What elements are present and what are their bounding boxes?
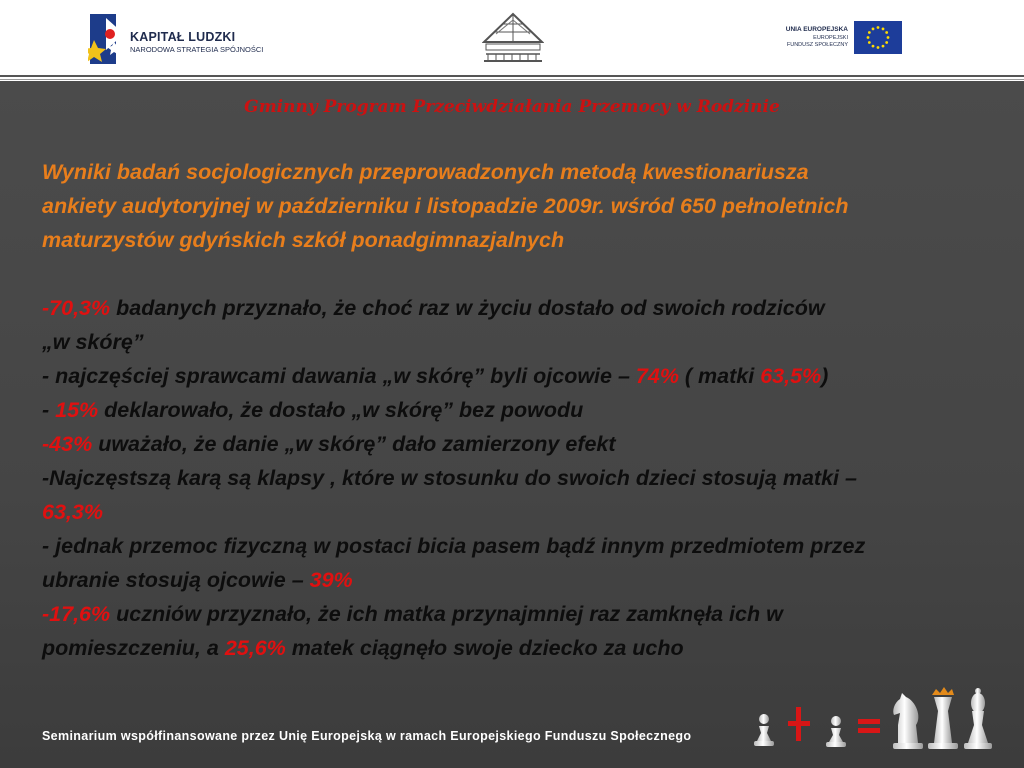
eu-star [882, 45, 885, 48]
kapital-ludzki-subtitle: NARODOWA STRATEGIA SPÓJNOŚCI [130, 45, 264, 54]
header-divider [0, 75, 1024, 77]
finding-text: najczęściej sprawcami dawania „w skórę” byli ojcowie – [55, 364, 636, 388]
finding-text: matek ciągnęło swoje dziecko za ucho [285, 636, 684, 660]
eu-star [877, 46, 880, 49]
finding-text: pomieszczeniu, a [42, 636, 225, 660]
bishop-icon [964, 688, 992, 749]
equals-icon [858, 719, 880, 733]
intro-paragraph [42, 155, 992, 257]
knight-icon [893, 693, 923, 749]
dash: - [42, 534, 56, 558]
eu-star [868, 31, 871, 34]
eu-line2: EUROPEJSKI [813, 35, 848, 41]
finding-1 [42, 291, 992, 325]
eu-star [872, 45, 875, 48]
percentage: 15% [55, 398, 99, 422]
eu-star [885, 31, 888, 34]
percentage: 63,3% [42, 500, 103, 524]
percentage: 43% [49, 432, 93, 456]
eu-star [885, 41, 888, 44]
finding-text: deklarowało, że dostało „w skórę” bez powodu [98, 398, 584, 422]
finding-1-cont [42, 325, 992, 359]
finding-5-cont [42, 495, 992, 529]
finding-text: jednak przemoc fizyczną w postaci bicia pasem bądź innym przedmiotem przez [55, 534, 866, 558]
dash: - [42, 466, 50, 490]
plus-icon [788, 707, 810, 741]
intro-line-2: ankiety audytoryjnej w październiku i listopadzie 2009r. wśród 650 pełnoletnich [42, 194, 849, 218]
pawn-icon [826, 716, 846, 747]
finding-text: uczniów przyznało, że ich matka przynajmniej raz zamknęła ich w [110, 602, 783, 626]
finding-text: „w skórę” [42, 330, 144, 354]
intro-line-1: Wyniki badań socjologicznych przeprowadzonych metodą kwestionariusza [42, 160, 809, 184]
dash: - [42, 432, 50, 456]
pawn-icon [754, 714, 774, 746]
finding-3 [42, 393, 992, 427]
queen-icon [928, 687, 958, 749]
percentage: 70,3% [49, 296, 111, 320]
finding-6 [42, 529, 992, 563]
slide-content [42, 155, 992, 665]
eu-line1: UNIA EUROPEJSKA [785, 26, 848, 33]
program-title: Gminny Program Przeciwdziałania Przemocy w Rodzinie [244, 97, 780, 117]
finding-4 [42, 427, 992, 461]
kapital-ludzki-logo [88, 12, 264, 66]
slide-body [0, 81, 1024, 768]
chess-pieces-icon [748, 681, 998, 751]
percentage: 17,6% [49, 602, 111, 626]
finding-7 [42, 597, 992, 631]
eu-line3: FUNDUSZ SPOŁECZNY [786, 42, 848, 48]
dash: - [42, 364, 56, 388]
footer-text: Seminarium współfinansowane przez Unię Europejską w ramach Europejskiego Funduszu Społecznego [42, 729, 692, 743]
finding-text: ubranie stosują ojcowie – [42, 568, 310, 592]
finding-6-cont [42, 563, 992, 597]
eu-star [877, 26, 880, 29]
finding-text: Najczęstszą karą są klapsy , które w stosunku do swoich dzieci stosują matki – [49, 466, 857, 490]
eu-star [872, 27, 875, 30]
eu-flag-icon [854, 21, 902, 54]
finding-text: badanych przyznało, że choć raz w życiu dostało od swoich rodziców [110, 296, 825, 320]
finding-text: ) [821, 364, 829, 388]
eu-star [868, 41, 871, 44]
eu-star [867, 36, 870, 39]
percentage: 63,5% [760, 364, 822, 388]
percentage: 74% [635, 364, 679, 388]
header-bar [0, 0, 1024, 78]
finding-5 [42, 461, 992, 495]
percentage: 25,6% [224, 636, 286, 660]
finding-7-cont [42, 631, 992, 665]
header-divider-thin [0, 79, 1024, 80]
finding-2 [42, 359, 992, 393]
eu-star [887, 36, 890, 39]
dash: - [42, 296, 50, 320]
kapital-ludzki-title: KAPITAŁ LUDZKI [130, 30, 236, 44]
percentage: 39% [309, 568, 353, 592]
house-logo [482, 12, 544, 64]
kapital-ludzki-emblem-icon [88, 12, 128, 66]
dash: - [42, 602, 50, 626]
eu-star [882, 27, 885, 30]
eu-logo [770, 20, 910, 56]
intro-line-3: maturzystów gdyńskich szkół ponadgimnazjalnych [42, 228, 565, 252]
house-emblem-icon [482, 12, 544, 64]
findings-list [42, 291, 992, 665]
dash: - [42, 398, 56, 422]
finding-text: uważało, że danie „w skórę” dało zamierzony efekt [92, 432, 616, 456]
finding-text: ( matki [678, 364, 761, 388]
